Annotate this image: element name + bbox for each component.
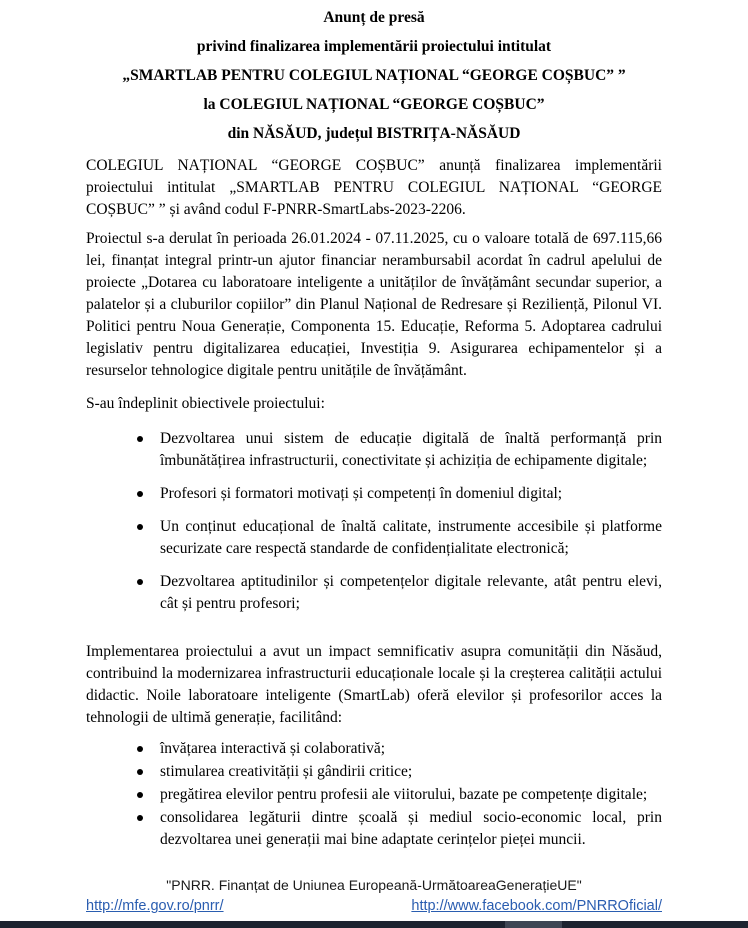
bottom-bar xyxy=(0,921,748,928)
objective-item: Profesori și formatori motivați și competenți în domeniul digital; xyxy=(86,483,662,505)
title-subtitle: privind finalizarea implementării proiectului intitulat xyxy=(196,38,552,55)
document-footer xyxy=(86,877,662,914)
project-details-paragraph: Proiectul s-a derulat în perioada 26.01.2024 - 07.11.2025, cu o valoare totală de 697.115,66 lei, finanțat integral printr-un ajutor financiar nerambursabil acordat în cadrul apelului de proiecte „Dotarea cu laboratoare inteligente a unităților de învățământ secundar superior, a palatelor și a cluburilor copiilor” din Planul Național de Redresare și Reziliență, Pilonul VI. Politici pentru Noua Generație, Componenta 15. Educație, Reforma 5. Adoptarea cadrului legislativ pentru digitalizarea educației, Investiția 9. Asigurarea echipamentelor și a resurselor tehnologice digitale pentru unitățile de învățământ. xyxy=(86,230,662,379)
benefits-list xyxy=(86,738,662,851)
title-location: din NĂSĂUD, județul BISTRIȚA-NĂSĂUD xyxy=(227,125,521,142)
objectives-list xyxy=(86,428,662,615)
objective-item: Dezvoltarea unui sistem de educație digitală de înaltă performanță prin îmbunătățirea infrastructurii, conectivitate și achiziția de echipamente digitale; xyxy=(86,428,662,472)
benefit-item: consolidarea legăturii dintre școală și mediul socio-economic local, prin dezvoltarea unei generații mai bine adaptate cerințelor pieței muncii. xyxy=(86,807,662,851)
pnrr-funding-statement: "PNRR. Finanțat de Uniunea Europeană-UrmătoareaGenerațieUE" xyxy=(166,877,582,893)
title-project-name: „SMARTLAB PENTRU COLEGIUL NAȚIONAL “GEORGE COȘBUC” ” xyxy=(122,67,626,84)
mfe-pnrr-link[interactable]: http://mfe.gov.ro/pnrr/ xyxy=(86,898,224,914)
facebook-pnrr-link[interactable]: http://www.facebook.com/PNRROficial/ xyxy=(411,898,662,914)
objective-item: Dezvoltarea aptitudinilor și competențelor digitale relevante, atât pentru elevi, cât și pentru profesori; xyxy=(86,571,662,615)
objectives-intro: S-au îndeplinit obiectivele proiectului: xyxy=(86,395,325,412)
bottom-bar-segment xyxy=(505,921,562,928)
objective-item: Un conținut educațional de înaltă calitate, instrumente accesibile și platforme securizate care respectă standarde de confidențialitate electronică; xyxy=(86,516,662,560)
benefit-item: învățarea interactivă și colaborativă; xyxy=(86,738,662,760)
impact-paragraph: Implementarea proiectului a avut un impact semnificativ asupra comunității din Năsăud, contribuind la modernizarea infrastructurii educaționale locale și la creșterea calității actului didactic. Noile laboratoare inteligente (SmartLab) oferă elevilor și profesorilor acces la tehnologii de ultimă generație, facilitând: xyxy=(86,643,662,726)
footer-links-row xyxy=(86,898,662,914)
benefit-item: pregătirea elevilor pentru profesii ale viitorului, bazate pe competențe digitale; xyxy=(86,784,662,806)
announcement-paragraph: COLEGIUL NAȚIONAL “GEORGE COȘBUC” anunță finalizarea implementării proiectului intitulat „SMARTLAB PENTRU COLEGIUL NAȚIONAL “GEORGE COȘBUC” ” și având codul F-PNRR-SmartLabs-2023-2206. xyxy=(86,157,662,218)
benefit-item: stimularea creativității și gândirii critice; xyxy=(86,761,662,783)
press-release-title: Anunț de presă xyxy=(323,9,425,26)
title-beneficiary: la COLEGIUL NAȚIONAL “GEORGE COȘBUC” xyxy=(203,96,545,113)
